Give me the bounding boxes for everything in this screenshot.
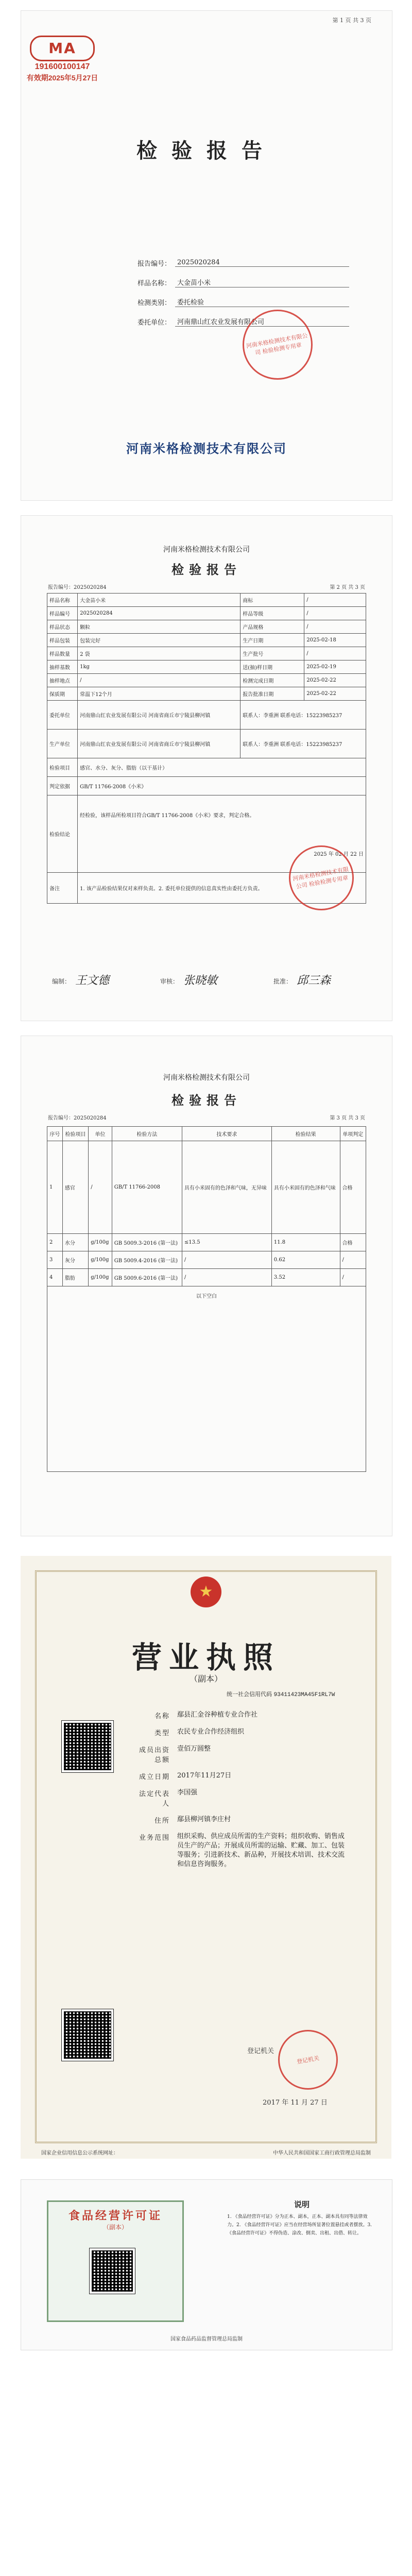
info-row [122,273,349,292]
cma-logo: MA [30,36,95,61]
license-subtitle: （副本） [189,1674,222,1684]
info-value: 大金苗小米 [175,277,349,287]
info-row [122,253,349,273]
table-row: 备注 1. 该产品检验结果仅对来样负责。2. 委托单位提供的信息真实性由委托方负责。 [47,873,366,904]
table-row: 2 水分 g/100g GB 5009.3-2016 (第一法) ≤13.5 11.8 合格 [47,1234,366,1251]
approver-signature: 邱三森 [297,974,331,987]
report-title: 检验报告 [136,139,277,163]
cma-code: 191600100147 [35,62,90,71]
qr-code-icon [62,2009,113,2061]
license-field: 成员出资总额 壹佰万圆整 [139,1745,211,1764]
page-number: 第 2 页 共 3 页 [330,585,365,590]
table-row: 3 灰分 g/100g GB 5009.4-2016 (第一法) / 0.62 / [47,1251,366,1269]
license-field: 法定代表人 李国强 [139,1789,198,1808]
page-title: 检验报告 [171,562,242,577]
license-field: 业务范围 组织采购、供应成员所需的生产资料；组织收购、销售成员生产的产品；开展成员所需的运输、贮藏、加工、包装等服务；引进新技术、新品种，开展技术培训、技术交流和信息咨询服务。 [139,1833,345,1868]
cma-valid: 有效期2025年5月27日 [26,74,98,82]
results-table [47,1126,366,1472]
table-row: 样品名称 大金苗小米 商标 / [47,594,366,607]
table-row: 1 感官 / GB/T 11766-2008 具有小米固有的色泽和气味，无异味 具有小米固有的色泽和气味 合格 [47,1141,366,1234]
table-row: 样品状态 颗粒 产品规格 / [47,620,366,634]
permit-subtitle: （副本） [102,2224,128,2231]
report-page-3 [21,1036,392,1536]
permit-instructions: 说明 1. 《食品经营许可证》分为正本、副本，正本、副本具有同等法律效力。2. 《食品经营许可证》应当在经营场所显著位置悬挂或者摆放。3. 《食品经营许可证》不得伪造、涂改、倒卖、出租、出借、转让。 [227,2200,372,2236]
compiler-signature: 王文德 [75,974,110,987]
qr-code-icon [62,1721,113,1772]
food-permit [21,2179,392,2350]
lab-name: 河南米格检测技术有限公司 [126,441,287,456]
authority-seal: 登记机关 [278,2030,338,2090]
table-row: 4 脂肪 g/100g GB 5009.6-2016 (第一法) / 3.52 / [47,1269,366,1286]
compiler-label: 编制： [52,978,71,985]
report-number: 报告编号：2025020284 [48,585,107,590]
license-fields [134,1710,347,1876]
table-row: 以下空白 [47,1286,366,1472]
table-row: 样品编号 2025020284 样品等级 / [47,607,366,620]
food-permit-card [47,2200,184,2322]
report-number: 报告编号：2025020284 [48,1115,107,1121]
info-row [122,312,349,331]
approver-label: 批准： [273,978,293,985]
info-label: 报告编号： [137,260,171,268]
table-row: 生产单位 河南鼎山红农业发展有限公司 河南省商丘市宁陵县柳河镇 联系人：李重洲 联系电话：15223985237 [47,730,366,758]
report-page-2 [21,515,392,1021]
license-date: 2017 年 11 月 27 日 [263,2099,328,2107]
info-label: 委托单位： [137,318,171,327]
cover-info [122,253,349,331]
national-emblem-icon: ★ [191,1577,221,1607]
qr-code-icon [90,2248,135,2294]
business-license [21,1556,391,2159]
info-label: 样品名称： [137,279,171,287]
info-row [122,292,349,312]
info-value: 委托检验 [175,297,349,307]
reviewer-signature: 张晓敏 [183,974,218,987]
info-value: 2025020284 [175,259,349,267]
credit-code: 统一社会信用代码 93411423MA45F1RL7W [227,1691,335,1698]
header-org: 河南米格检测技术有限公司 [163,546,250,554]
page-title: 检验报告 [171,1093,242,1108]
cma-mark [21,36,104,83]
header-org: 河南米格检测技术有限公司 [163,1074,250,1082]
table-row: 样品数量 2 袋 生产批号 / [47,647,366,660]
reviewer-label: 审核： [160,978,179,985]
table-row: 抽样地点 / 检测完成日期 2025-02-22 [47,674,366,687]
table-row: 委托单位 河南鼎山红农业发展有限公司 河南省商丘市宁陵县柳河镇 联系人：李重洲 联系电话：15223985237 [47,701,366,730]
page-number: 第 3 页 共 3 页 [330,1115,365,1121]
page-number: 第 1 页 共 3 页 [332,17,371,24]
info-label: 检测类别： [137,299,171,307]
report-cover-page [21,10,392,501]
lab-seal: 河南米格检测技术有限公司 检验检测专用章 [289,845,354,910]
license-field: 类型 农民专业合作经济组织 [154,1728,245,1737]
lab-seal: 河南米格检测技术有限公司 检验检测专用章 [243,310,313,380]
table-row: 检验结论 经检验，该样品所检项目符合GB/T 11766-2008《小米》要求，判定合格。 2025 年 02 月 22 日 [47,795,366,873]
license-field: 住所 鄢县柳河镇李庄村 [154,1816,231,1825]
license-field: 成立日期 2017年11月27日 [139,1772,232,1781]
permit-footer: 国家食品药品监督管理总局监制 [170,2336,243,2342]
license-footer-left: 国家企业信用信息公示系统网址： [41,2150,118,2156]
license-authority: 登记机关 [247,2047,274,2055]
table-row: 判定依据 GB/T 11766-2008《小米》 [47,777,366,795]
license-title: 营业执照 [131,1640,280,1675]
license-footer-right: 中华人民共和国国家工商行政管理总局监制 [273,2150,371,2156]
table-row: 样品包装 包装完好 生产日期 2025-02-18 [47,634,366,647]
table-row: 保质期 常温下12个月 报告批准日期 2025-02-22 [47,687,366,701]
table-header-row: 序号 检验项目 单位 检验方法 技术要求 检验结果 单项判定 [47,1127,366,1141]
license-field: 名称 鄢县汇金谷种植专业合作社 [154,1711,258,1720]
info-value: 河南鼎山红农业发展有限公司 [175,316,349,327]
table-row: 检验项目 感官、水分、灰分、脂肪（以干基计） [47,758,366,777]
table-row: 抽样基数 1kg 送(抽)样日期 2025-02-19 [47,660,366,674]
permit-title: 食品经营许可证 [68,2209,162,2223]
